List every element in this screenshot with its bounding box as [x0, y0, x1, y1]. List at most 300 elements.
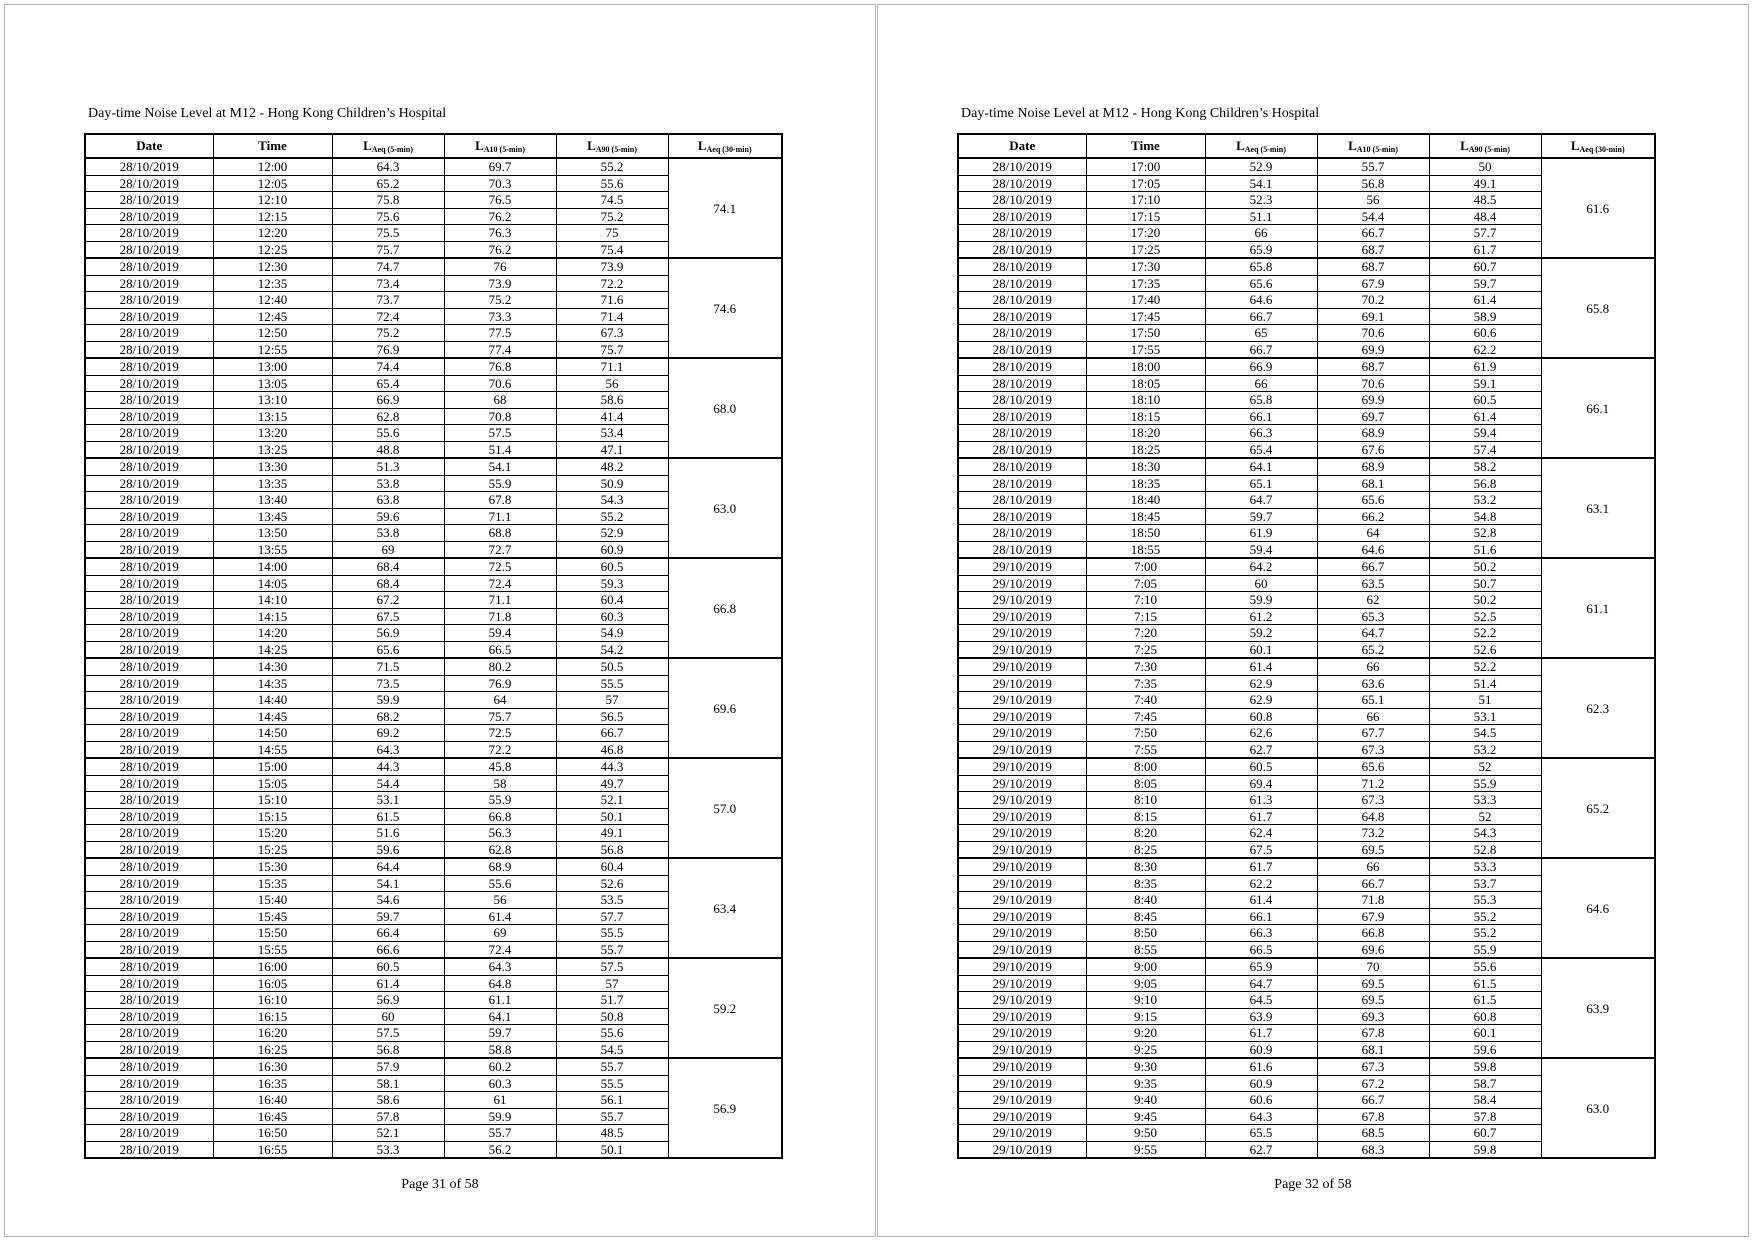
cell-date: 28/10/2019: [958, 192, 1086, 209]
cell-date: 29/10/2019: [958, 841, 1086, 858]
cell-la10-5min: 67.8: [1317, 1025, 1429, 1042]
cell-la10-5min: 69.9: [1317, 341, 1429, 358]
cell-date: 28/10/2019: [85, 941, 213, 958]
cell-la10-5min: 67.6: [1317, 441, 1429, 458]
cell-laeq-5min: 75.7: [332, 241, 444, 258]
table-row: [958, 1058, 1655, 1075]
cell-time: 17:30: [1086, 258, 1205, 275]
cell-date: 28/10/2019: [85, 508, 213, 525]
cell-laeq-5min: 56.8: [332, 1041, 444, 1058]
cell-date: 28/10/2019: [85, 675, 213, 692]
cell-laeq-5min: 62.8: [332, 408, 444, 425]
cell-date: 28/10/2019: [85, 1125, 213, 1142]
cell-laeq-5min: 53.8: [332, 525, 444, 542]
cell-time: 8:35: [1086, 875, 1205, 892]
cell-time: 9:25: [1086, 1041, 1205, 1058]
cell-la10-5min: 67.9: [1317, 275, 1429, 292]
cell-time: 18:10: [1086, 392, 1205, 409]
cell-la90-5min: 54.5: [1429, 725, 1541, 742]
cell-la90-5min: 56.1: [556, 1092, 668, 1109]
cell-laeq-5min: 75.8: [332, 192, 444, 209]
cell-la90-5min: 53.4: [556, 425, 668, 442]
cell-la90-5min: 55.2: [556, 508, 668, 525]
cell-date: 28/10/2019: [85, 441, 213, 458]
cell-la90-5min: 52.2: [1429, 625, 1541, 642]
cell-la10-5min: 51.4: [444, 441, 556, 458]
cell-time: 17:25: [1086, 241, 1205, 258]
cell-date: 28/10/2019: [85, 825, 213, 842]
cell-la10-5min: 56.3: [444, 825, 556, 842]
cell-la90-5min: 71.4: [556, 308, 668, 325]
cell-la10-5min: 69.9: [1317, 392, 1429, 409]
cell-la90-5min: 57.4: [1429, 441, 1541, 458]
cell-laeq-5min: 66.3: [1205, 425, 1317, 442]
cell-laeq-5min: 66.7: [1205, 308, 1317, 325]
cell-time: 14:45: [213, 708, 332, 725]
cell-la90-5min: 54.2: [556, 641, 668, 658]
cell-la90-5min: 58.6: [556, 392, 668, 409]
cell-laeq-5min: 60.5: [1205, 758, 1317, 775]
cell-time: 15:05: [213, 775, 332, 792]
cell-la90-5min: 74.5: [556, 192, 668, 209]
cell-time: 16:40: [213, 1092, 332, 1109]
cell-date: 28/10/2019: [85, 758, 213, 775]
cell-la10-5min: 65.1: [1317, 692, 1429, 709]
cell-la10-5min: 66: [1317, 708, 1429, 725]
cell-la90-5min: 59.8: [1429, 1141, 1541, 1158]
page-32: [877, 4, 1749, 1237]
cell-la10-5min: 67.3: [1317, 741, 1429, 758]
cell-la10-5min: 54.1: [444, 458, 556, 475]
cell-time: 13:50: [213, 525, 332, 542]
cell-time: 9:40: [1086, 1092, 1205, 1109]
cell-laeq-5min: 59.6: [332, 508, 444, 525]
cell-date: 29/10/2019: [958, 1058, 1086, 1075]
page-title: Day-time Noise Level at M12 - Hong Kong Children’s Hospital: [961, 106, 1320, 121]
cell-laeq-5min: 66: [1205, 225, 1317, 242]
cell-laeq-5min: 67.5: [1205, 841, 1317, 858]
cell-laeq-5min: 65.6: [332, 641, 444, 658]
cell-laeq-5min: 66.4: [332, 925, 444, 942]
cell-time: 14:00: [213, 558, 332, 575]
cell-la10-5min: 67.8: [444, 492, 556, 509]
cell-date: 28/10/2019: [958, 441, 1086, 458]
cell-date: 29/10/2019: [958, 641, 1086, 658]
cell-time: 9:35: [1086, 1075, 1205, 1092]
cell-la10-5min: 67.3: [1317, 792, 1429, 809]
cell-time: 13:55: [213, 541, 332, 558]
cell-date: 29/10/2019: [958, 575, 1086, 592]
cell-time: 14:05: [213, 575, 332, 592]
cell-la90-5min: 56.8: [556, 841, 668, 858]
cell-date: 28/10/2019: [85, 325, 213, 342]
cell-date: 28/10/2019: [85, 392, 213, 409]
cell-la90-5min: 58.2: [1429, 458, 1541, 475]
cell-la10-5min: 64.8: [1317, 808, 1429, 825]
cell-time: 12:30: [213, 258, 332, 275]
cell-laeq-5min: 52.1: [332, 1125, 444, 1142]
cell-date: 28/10/2019: [85, 541, 213, 558]
cell-date: 28/10/2019: [85, 992, 213, 1009]
cell-time: 7:25: [1086, 641, 1205, 658]
cell-la10-5min: 62: [1317, 592, 1429, 609]
cell-date: 28/10/2019: [958, 408, 1086, 425]
cell-time: 17:05: [1086, 175, 1205, 192]
cell-la10-5min: 58.8: [444, 1041, 556, 1058]
cell-la90-5min: 50.5: [556, 658, 668, 675]
table-row: [85, 458, 782, 475]
cell-la90-5min: 53.1: [1429, 708, 1541, 725]
cell-la90-5min: 41.4: [556, 408, 668, 425]
cell-la10-5min: 70: [1317, 958, 1429, 975]
cell-time: 14:20: [213, 625, 332, 642]
cell-date: 28/10/2019: [85, 492, 213, 509]
cell-date: 29/10/2019: [958, 1041, 1086, 1058]
cell-la10-5min: 75.7: [444, 708, 556, 725]
cell-la90-5min: 75: [556, 225, 668, 242]
cell-date: 28/10/2019: [85, 908, 213, 925]
cell-la10-5min: 64.3: [444, 958, 556, 975]
cell-date: 29/10/2019: [958, 925, 1086, 942]
cell-laeq-5min: 60.8: [1205, 708, 1317, 725]
cell-date: 28/10/2019: [85, 175, 213, 192]
cell-la90-5min: 47.1: [556, 441, 668, 458]
cell-date: 28/10/2019: [85, 192, 213, 209]
cell-time: 15:30: [213, 858, 332, 875]
cell-la10-5min: 72.2: [444, 741, 556, 758]
cell-laeq-5min: 65.4: [332, 375, 444, 392]
cell-laeq-5min: 72.4: [332, 308, 444, 325]
cell-la10-5min: 69.1: [1317, 308, 1429, 325]
cell-date: 28/10/2019: [85, 258, 213, 275]
cell-date: 29/10/2019: [958, 1125, 1086, 1142]
cell-la10-5min: 69.7: [444, 158, 556, 175]
cell-la10-5min: 64.8: [444, 975, 556, 992]
cell-la90-5min: 72.2: [556, 275, 668, 292]
cell-time: 13:25: [213, 441, 332, 458]
cell-time: 8:55: [1086, 941, 1205, 958]
cell-date: 28/10/2019: [85, 708, 213, 725]
cell-la10-5min: 68.7: [1317, 258, 1429, 275]
table-row: [958, 958, 1655, 975]
cell-time: 16:45: [213, 1108, 332, 1125]
cell-date: 28/10/2019: [85, 275, 213, 292]
cell-laeq-5min: 73.5: [332, 675, 444, 692]
cell-laeq-5min: 58.6: [332, 1092, 444, 1109]
cell-la90-5min: 51.7: [556, 992, 668, 1009]
cell-la10-5min: 68.9: [1317, 458, 1429, 475]
cell-date: 28/10/2019: [85, 925, 213, 942]
cell-laeq-30min: 69.6: [668, 658, 782, 758]
table-row: [85, 258, 782, 275]
cell-la90-5min: 55.9: [1429, 941, 1541, 958]
cell-date: 28/10/2019: [85, 875, 213, 892]
cell-la90-5min: 58.4: [1429, 1092, 1541, 1109]
cell-la90-5min: 52.9: [556, 525, 668, 542]
cell-la90-5min: 50.1: [556, 808, 668, 825]
cell-time: 12:55: [213, 341, 332, 358]
cell-date: 28/10/2019: [85, 525, 213, 542]
cell-time: 8:25: [1086, 841, 1205, 858]
cell-time: 7:15: [1086, 608, 1205, 625]
cell-la10-5min: 59.9: [444, 1108, 556, 1125]
cell-la90-5min: 54.9: [556, 625, 668, 642]
cell-date: 29/10/2019: [958, 592, 1086, 609]
cell-la90-5min: 55.7: [556, 941, 668, 958]
cell-time: 7:35: [1086, 675, 1205, 692]
cell-laeq-30min: 74.6: [668, 258, 782, 358]
cell-laeq-5min: 69: [332, 541, 444, 558]
table-row: [85, 858, 782, 875]
cell-laeq-5min: 61.4: [1205, 892, 1317, 909]
cell-laeq-5min: 73.7: [332, 292, 444, 309]
page-number: Page 32 of 58: [1274, 1177, 1352, 1192]
cell-la90-5min: 52.2: [1429, 658, 1541, 675]
cell-laeq-5min: 60.9: [1205, 1075, 1317, 1092]
cell-la90-5min: 52.6: [556, 875, 668, 892]
cell-date: 28/10/2019: [958, 358, 1086, 375]
cell-la90-5min: 55.2: [556, 158, 668, 175]
cell-date: 29/10/2019: [958, 1141, 1086, 1158]
cell-la10-5min: 68.1: [1317, 1041, 1429, 1058]
cell-date: 28/10/2019: [85, 692, 213, 709]
cell-la90-5min: 55.2: [1429, 908, 1541, 925]
cell-la90-5min: 52.8: [1429, 841, 1541, 858]
cell-date: 28/10/2019: [85, 841, 213, 858]
cell-date: 29/10/2019: [958, 1092, 1086, 1109]
cell-time: 12:20: [213, 225, 332, 242]
cell-date: 29/10/2019: [958, 875, 1086, 892]
cell-date: 28/10/2019: [85, 725, 213, 742]
cell-la90-5min: 60.7: [1429, 1125, 1541, 1142]
cell-laeq-5min: 54.1: [332, 875, 444, 892]
cell-time: 13:45: [213, 508, 332, 525]
cell-la10-5min: 65.6: [1317, 492, 1429, 509]
cell-laeq-5min: 53.1: [332, 792, 444, 809]
cell-la10-5min: 64.7: [1317, 625, 1429, 642]
cell-la90-5min: 52.1: [556, 792, 668, 809]
cell-date: 28/10/2019: [85, 208, 213, 225]
cell-laeq-5min: 60: [1205, 575, 1317, 592]
noise-table: [957, 133, 1656, 1159]
cell-date: 28/10/2019: [958, 525, 1086, 542]
table-header-row: [958, 134, 1655, 158]
cell-la90-5min: 71.6: [556, 292, 668, 309]
cell-la90-5min: 48.4: [1429, 208, 1541, 225]
cell-time: 13:40: [213, 492, 332, 509]
cell-la90-5min: 60.7: [1429, 258, 1541, 275]
cell-time: 7:10: [1086, 592, 1205, 609]
cell-date: 28/10/2019: [958, 241, 1086, 258]
cell-date: 28/10/2019: [85, 1008, 213, 1025]
cell-la10-5min: 66.7: [1317, 225, 1429, 242]
cell-time: 8:10: [1086, 792, 1205, 809]
cell-la90-5min: 55.5: [556, 925, 668, 942]
cell-time: 7:55: [1086, 741, 1205, 758]
cell-date: 29/10/2019: [958, 858, 1086, 875]
cell-la10-5min: 73.3: [444, 308, 556, 325]
cell-la10-5min: 72.5: [444, 558, 556, 575]
cell-date: 29/10/2019: [958, 708, 1086, 725]
cell-la10-5min: 54.4: [1317, 208, 1429, 225]
cell-date: 28/10/2019: [958, 325, 1086, 342]
cell-time: 15:55: [213, 941, 332, 958]
cell-laeq-5min: 64.6: [1205, 292, 1317, 309]
cell-la90-5min: 61.5: [1429, 975, 1541, 992]
cell-la10-5min: 70.2: [1317, 292, 1429, 309]
cell-laeq-5min: 64.7: [1205, 975, 1317, 992]
cell-date: 28/10/2019: [958, 425, 1086, 442]
cell-laeq-5min: 65.9: [1205, 241, 1317, 258]
cell-date: 29/10/2019: [958, 958, 1086, 975]
cell-date: 29/10/2019: [958, 941, 1086, 958]
cell-la10-5min: 70.3: [444, 175, 556, 192]
cell-laeq-5min: 64.4: [332, 858, 444, 875]
cell-la90-5min: 44.3: [556, 758, 668, 775]
cell-date: 28/10/2019: [85, 475, 213, 492]
cell-date: 28/10/2019: [85, 1041, 213, 1058]
cell-la90-5min: 75.7: [556, 341, 668, 358]
cell-time: 7:05: [1086, 575, 1205, 592]
cell-laeq-5min: 61.2: [1205, 608, 1317, 625]
cell-laeq-5min: 67.2: [332, 592, 444, 609]
cell-la10-5min: 67.2: [1317, 1075, 1429, 1092]
cell-time: 17:35: [1086, 275, 1205, 292]
cell-laeq-5min: 65.9: [1205, 958, 1317, 975]
cell-time: 16:50: [213, 1125, 332, 1142]
cell-la10-5min: 60.2: [444, 1058, 556, 1075]
cell-time: 16:55: [213, 1141, 332, 1158]
cell-la90-5min: 55.6: [556, 175, 668, 192]
cell-laeq-5min: 63.8: [332, 492, 444, 509]
cell-la10-5min: 55.7: [1317, 158, 1429, 175]
cell-laeq-5min: 44.3: [332, 758, 444, 775]
cell-la10-5min: 76.9: [444, 675, 556, 692]
cell-laeq-5min: 65.2: [332, 175, 444, 192]
cell-laeq-5min: 51.1: [1205, 208, 1317, 225]
cell-la90-5min: 56.8: [1429, 475, 1541, 492]
cell-time: 15:15: [213, 808, 332, 825]
cell-la10-5min: 70.6: [444, 375, 556, 392]
cell-la10-5min: 58: [444, 775, 556, 792]
cell-la10-5min: 67.3: [1317, 1058, 1429, 1075]
cell-la90-5min: 59.8: [1429, 1058, 1541, 1075]
cell-la10-5min: 66.2: [1317, 508, 1429, 525]
cell-la10-5min: 59.7: [444, 1025, 556, 1042]
cell-laeq-5min: 54.4: [332, 775, 444, 792]
cell-la10-5min: 59.4: [444, 625, 556, 642]
cell-la10-5min: 70.6: [1317, 375, 1429, 392]
cell-laeq-5min: 62.7: [1205, 741, 1317, 758]
cell-la10-5min: 57.5: [444, 425, 556, 442]
cell-time: 8:45: [1086, 908, 1205, 925]
cell-time: 7:45: [1086, 708, 1205, 725]
cell-date: 28/10/2019: [85, 608, 213, 625]
cell-laeq-5min: 66.9: [1205, 358, 1317, 375]
cell-la90-5min: 54.5: [556, 1041, 668, 1058]
cell-la10-5min: 61.4: [444, 908, 556, 925]
cell-date: 28/10/2019: [958, 541, 1086, 558]
cell-la90-5min: 57.7: [1429, 225, 1541, 242]
cell-laeq-5min: 59.2: [1205, 625, 1317, 642]
table-row: [958, 758, 1655, 775]
cell-date: 28/10/2019: [85, 958, 213, 975]
cell-time: 17:00: [1086, 158, 1205, 175]
cell-date: 28/10/2019: [85, 792, 213, 809]
cell-la90-5min: 61.4: [1429, 408, 1541, 425]
cell-la90-5min: 53.2: [1429, 492, 1541, 509]
cell-la90-5min: 50.2: [1429, 558, 1541, 575]
cell-date: 29/10/2019: [958, 658, 1086, 675]
cell-laeq-5min: 71.5: [332, 658, 444, 675]
cell-laeq-5min: 65.1: [1205, 475, 1317, 492]
cell-date: 28/10/2019: [85, 425, 213, 442]
cell-la90-5min: 61.5: [1429, 992, 1541, 1009]
header-laeq-5min: $L_{Aeq (5-min)}$: [332, 134, 444, 158]
cell-la10-5min: 61.1: [444, 992, 556, 1009]
cell-laeq-5min: 62.4: [1205, 825, 1317, 842]
cell-la90-5min: 57: [556, 692, 668, 709]
cell-laeq-5min: 62.6: [1205, 725, 1317, 742]
header-laeq-30min: $L_{Aeq (30-min)}$: [668, 134, 782, 158]
cell-la10-5min: 63.5: [1317, 575, 1429, 592]
cell-time: 7:30: [1086, 658, 1205, 675]
cell-date: 28/10/2019: [85, 1092, 213, 1109]
cell-laeq-30min: 63.1: [1541, 458, 1655, 558]
cell-laeq-30min: 74.1: [668, 158, 782, 258]
header-date: Date: [958, 134, 1086, 158]
cell-la90-5min: 52: [1429, 758, 1541, 775]
cell-time: 17:50: [1086, 325, 1205, 342]
cell-la90-5min: 67.3: [556, 325, 668, 342]
cell-laeq-5min: 53.8: [332, 475, 444, 492]
cell-laeq-5min: 75.2: [332, 325, 444, 342]
cell-time: 17:10: [1086, 192, 1205, 209]
cell-time: 13:35: [213, 475, 332, 492]
cell-time: 12:45: [213, 308, 332, 325]
cell-date: 28/10/2019: [85, 775, 213, 792]
header-laeq-30min: $L_{Aeq (30-min)}$: [1541, 134, 1655, 158]
cell-date: 28/10/2019: [958, 275, 1086, 292]
cell-laeq-5min: 68.4: [332, 558, 444, 575]
cell-la10-5min: 68.7: [1317, 241, 1429, 258]
cell-time: 13:05: [213, 375, 332, 392]
table-row: [958, 458, 1655, 475]
cell-time: 8:50: [1086, 925, 1205, 942]
cell-laeq-30min: 62.3: [1541, 658, 1655, 758]
cell-laeq-30min: 63.9: [1541, 958, 1655, 1058]
cell-la90-5min: 52.6: [1429, 641, 1541, 658]
cell-la10-5min: 73.2: [1317, 825, 1429, 842]
cell-time: 7:00: [1086, 558, 1205, 575]
cell-date: 29/10/2019: [958, 741, 1086, 758]
cell-time: 8:00: [1086, 758, 1205, 775]
cell-time: 12:10: [213, 192, 332, 209]
cell-la90-5min: 48.2: [556, 458, 668, 475]
header-la10-5min: $L_{A10 (5-min)}$: [444, 134, 556, 158]
cell-laeq-30min: 65.8: [1541, 258, 1655, 358]
cell-la90-5min: 62.2: [1429, 341, 1541, 358]
cell-laeq-5min: 64.1: [1205, 458, 1317, 475]
cell-time: 9:10: [1086, 992, 1205, 1009]
cell-la10-5min: 64.1: [444, 1008, 556, 1025]
cell-la10-5min: 69.5: [1317, 992, 1429, 1009]
cell-la90-5min: 54.8: [1429, 508, 1541, 525]
cell-la10-5min: 69.5: [1317, 975, 1429, 992]
cell-date: 28/10/2019: [85, 358, 213, 375]
cell-la90-5min: 60.5: [1429, 392, 1541, 409]
cell-laeq-30min: 63.0: [668, 458, 782, 558]
